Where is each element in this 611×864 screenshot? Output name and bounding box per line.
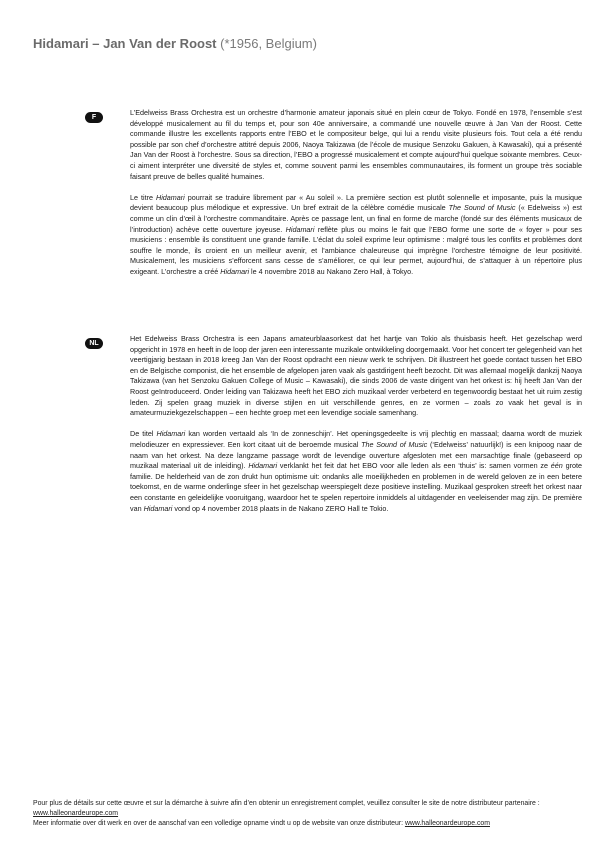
- text-segment: pourrait se traduire librement par « Au soleil ». La première section est plutôt solennelle et imposante, puis la musique devient beaucoup plus mélodique et expressive. Un bref extrait de la célèbre comédie musicale: [130, 192, 582, 213]
- text-segment: (« Edelweiss ») est comme un clin d’œil à l’orchestre commanditaire. Après ce passage lent, un final en forme de marche (fondé sur des éléments musicaux de l’introduction) achève cette ouverture joyeuse.: [130, 203, 582, 234]
- footer-nl: [33, 819, 593, 829]
- italic-title: Hidamari: [285, 224, 315, 234]
- italic-title: The Sound of Music: [448, 203, 516, 213]
- language-badge-fr: F: [85, 112, 103, 123]
- italic-title: Hidamari: [143, 503, 173, 513]
- text-segment: Le titre: [130, 192, 157, 202]
- italic-emphasis: één: [550, 461, 563, 471]
- dutch-text: [130, 334, 582, 525]
- footer: [33, 799, 593, 830]
- text-segment: (‘Edelweiss’ natuurlijk!) is een knipoog naar de naam van het orkest. Na deze langzame passage wordt de levendige ouverture afgesloten met een marsachtige finale (gebaseerd op muzikaal materiaal uit de inleiding).: [130, 439, 582, 471]
- text-segment: verklankt het feit dat het EBO voor alle leden als een ‘thuis’ is: samen vormen ze: [277, 461, 551, 471]
- footer-fr-link[interactable]: www.halleonardeurope.com: [33, 810, 119, 818]
- text-segment: vond op 4 november 2018 plaats in de Nakano ZERO Hall te Tokio.: [172, 503, 389, 513]
- text-segment: De titel: [130, 429, 157, 439]
- fr-paragraph-1: L’Edelweiss Brass Orchestra est un orchestre d’harmonie amateur japonais situé en plein cœur de Tokyo. Fondé en 1978, l’ensemble s’est développé musicalement au fil du temps et, pour son 40e anniversaire, a commandé une nouvelle œuvre à Jan Van der Roost. Cette commande illustre les excellents rapports entre l’EBO et le compositeur belge, qui lui a rendu visite plusieurs fois. Tout cela a été rendu possible par son chef d’orchestre attitré depuis 2006, Naoya Takizawa (de l’école de musique Senzoku Gakuen, à Kawasaki), qui a présenté Jan Van der Roost à l’orchestre. Sous sa direction, l’EBO a progressé musicalement et compte aujourd’hui quelque soixante membres. Ceux-ci aiment interpréter une diversité de styles et, comme souvent parmi les ensembles communautaires, ils forment un groupe très sociable faisant preuve de belles qualité humaines.: [130, 108, 582, 181]
- fr-paragraph-2: [130, 193, 582, 278]
- language-badge-nl: NL: [85, 338, 103, 349]
- nl-paragraph-2: [130, 429, 582, 514]
- text-segment: grote familie. De helderheid van de zon drukt hun optimisme uit: ondanks alle moeilijkheden en problemen in de wereld geloven ze in een betere toekomst, en de warme onderlinge sfeer in het gezelschap weerspiegelt deze positieve instelling. Muzikaal gesproken streeft het orkest naar een constante en geleidelijke vooruitgang, waardoor het te spelen repertoire inmiddels al uitdagender en veeleisender mag zijn. De première van: [130, 461, 582, 513]
- text-segment: le 4 novembre 2018 au Nakano Zero Hall, à Tokyo.: [249, 266, 414, 276]
- title-composer-info: (*1956, Belgium): [220, 36, 317, 51]
- footer-nl-link[interactable]: www.halleonardeurope.com: [404, 820, 490, 828]
- footer-fr-text: Pour plus de détails sur cette œuvre et sur la démarche à suivre afin d’en obtenir un enregistrement complet, veuillez consulter le site de notre distributeur partenaire :: [33, 800, 540, 807]
- italic-title: Hidamari: [156, 192, 185, 202]
- page-title: [33, 36, 317, 51]
- italic-title: Hidamari: [248, 461, 278, 471]
- footer-nl-text: Meer informatie over dit werk en over de aanschaf van een volledige opname vindt u op de website van onze distributeur:: [33, 820, 405, 828]
- title-main: Hidamari – Jan Van der Roost: [33, 36, 217, 51]
- italic-title: Hidamari: [220, 266, 250, 276]
- french-text: [130, 108, 582, 288]
- text-segment: reflète plus ou moins le fait que l’EBO forme une sorte de « foyer » pour ses musiciens : ensemble ils constituent une grande famille. L’éclat du soleil exprime leur optimisme : malgré tous les conflits et problèmes dont souffre le monde, ils croient en un meilleur avenir, et l’ambiance chaleureuse qui imprègne l’orchestre témoigne de leur positivité. Musicalement, les musiciens s’efforcent sans cesse de s’améliorer, ce qui leur permet, aujourd’hui, de s’attaquer à un répertoire plus exigeant. L’orchestre a créé: [130, 224, 582, 276]
- text-segment: kan worden vertaald als ‘In de zonneschijn’. Het openingsgedeelte is vrij plechtig en massaal; daarna wordt de muziek melodieuzer en expressiever. Een kort citaat uit de beroemde musical: [130, 429, 582, 449]
- italic-title: Hidamari: [156, 429, 186, 439]
- nl-paragraph-1: Het Edelweiss Brass Orchestra is een Japans amateurblaasorkest dat het hartje van Tokio als thuisbasis heeft. Het gezelschap werd opgericht in 1978 en heeft in de loop der jaren een interessante muzikale ontwikkeling doorgemaakt. Voor het concert ter gelegenheid van het veertigjarig bestaan in 2018 kreeg Jan Van der Roost opdracht een nieuw werk te schrijven. Dit illustreert het goede contact tussen het EBO en de Belgische componist, die het ensemble de afgelopen jaren vaak als gastdirigent heeft bezocht. Dit was allemaal mogelijk dankzij Naoya Takizawa (van het Senzoku Gakuen College of Music – Kawasaki), die sinds 2006 de vaste dirigent van het orkest is: hij heeft Jan Van der Roost geïntroduceerd. Onder leiding van Takizawa heeft het EBO zich muzikaal verder verbeterd en tegenwoordig bestaat het uit ruim zestig leden. Zij spelen graag muziek in diverse stijlen en uit verschillende genres, en ze vormen – zoals zo vaak het geval is in amateurmuziekgezelschappen – een hechte groep met een levendige sociale samenhang.: [130, 334, 582, 418]
- footer-fr: [33, 799, 593, 819]
- italic-title: The Sound of Music: [361, 439, 428, 449]
